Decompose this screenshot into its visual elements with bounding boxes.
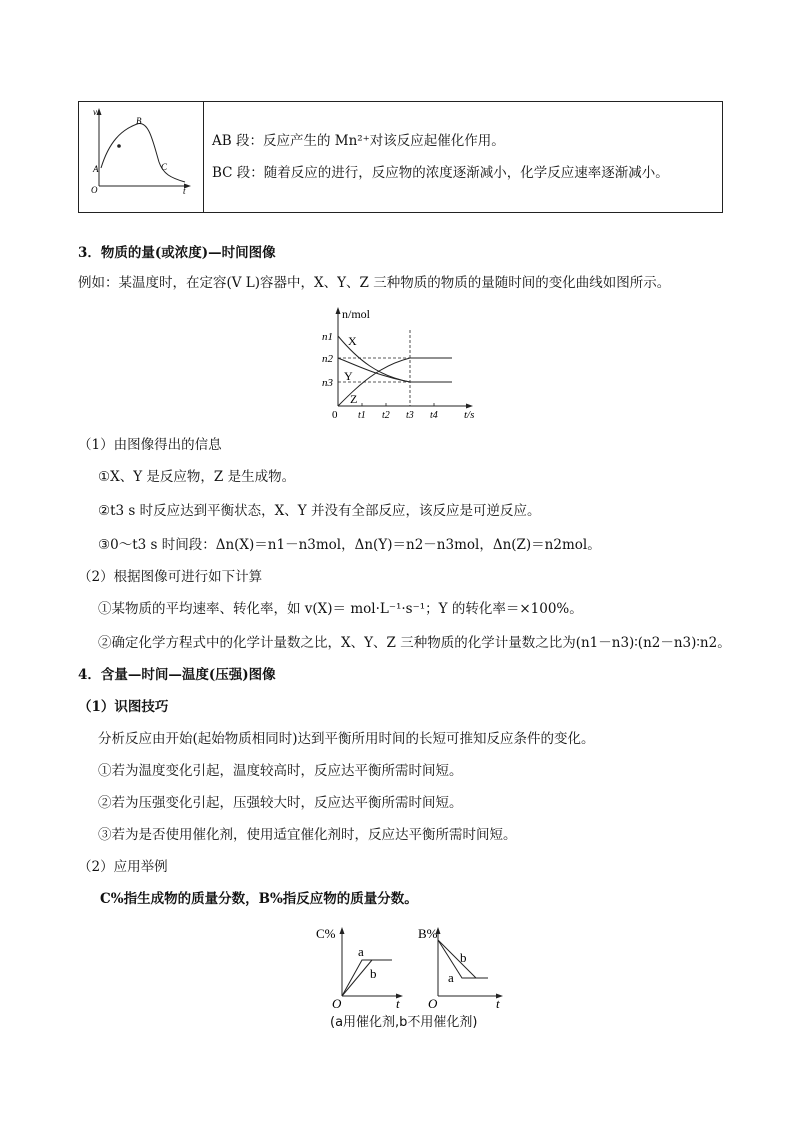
curve-z-label: Z [350,392,358,406]
c-origin: O [332,996,342,1010]
c-curve-b: b [370,966,377,981]
s3-sub1-item-3: ③0～t3 s 时间段：Δn(X)＝n1－n3mol，Δn(Y)＝n2－n3mol，Δn(Z)＝n2mol。 [98,537,601,553]
bc-segment-text: BC 段：随着反应的进行，反应物的浓度逐渐减小，化学反应速率逐渐减小。 [212,165,669,181]
c-y-label: C% [316,926,336,941]
c-curve-a: a [358,944,364,959]
point-b-label: B [136,116,142,126]
s3-sub1-item-2: ②t3 s 时反应达到平衡状态，X、Y 并没有全部反应，该反应是可逆反应。 [98,503,541,519]
mole-time-graph [318,300,488,426]
x-axis-label: t/s [464,409,475,421]
b-y-label: B% [418,926,438,941]
s4-sub1-intro: 分析反应由开始(起始物质相同时)达到平衡所用时间的长短可推知反应条件的变化。 [98,731,595,747]
y-axis-label: n/mol [342,307,371,321]
axis-t-label: t [183,186,186,196]
s4-sub1-item-3: ③若为是否使用催化剂，使用适宜催化剂时，反应达平衡所需时间短。 [98,827,517,843]
curve-x-label: X [348,334,357,348]
y-tick-n2: n2 [322,353,333,365]
b-curve-b: b [460,950,467,965]
x-tick-t3: t3 [406,410,414,421]
section3-heading: 3．物质的量(或浓度)—时间图像 [78,245,276,261]
ab-segment-text: AB 段：反应产生的 Mn²⁺对该反应起催化作用。 [212,133,505,149]
origin-zero: 0 [332,409,338,421]
y-tick-n3: n3 [322,377,333,389]
s3-sub2-item-1: ①某物质的平均速率、转化率，如 v(X)＝ mol·L⁻¹·s⁻¹；Y 的转化率＝×100%。 [98,601,583,617]
point-a-label: A [93,164,99,174]
s4-sub2-title: （2）应用举例 [78,859,168,875]
s3-sub1-item-1: ①X、Y 是反应物，Z 是生成物。 [98,469,296,485]
origin-label: O [91,185,98,195]
graph-caption: (a用催化剂,b不用催化剂) [330,1015,478,1030]
c-x-label: t [396,996,400,1010]
b-percent-graph [412,922,506,1010]
x-tick-t4: t4 [430,410,438,421]
rate-graph-cell [79,102,204,213]
s3-sub1-title: （1）由图像得出的信息 [78,437,222,453]
section3-example: 例如：某温度时，在定容(V L)容器中，X、Y、Z 三种物质的物质的量随时间的变化曲线如图所示。 [78,275,671,291]
rate-text-cell [204,102,723,213]
y-tick-n1: n1 [322,331,333,343]
x-tick-t2: t2 [382,410,390,421]
curve-y-label: Y [344,369,353,383]
s4-sub1-item-2: ②若为压强变化引起，压强较大时，反应达平衡所需时间短。 [98,795,463,811]
section4-heading: 4．含量—时间—温度(压强)图像 [78,667,276,683]
s4-sub1-item-1: ①若为温度变化引起，温度较高时，反应达平衡所需时间短。 [98,763,463,779]
c-percent-graph [314,922,404,1010]
x-tick-t1: t1 [358,410,366,421]
point-c-label: C [161,162,168,172]
s3-sub2-item-2: ②确定化学方程式中的化学计量数之比，X、Y、Z 三种物质的化学计量数之比为(n1－n3)∶(n2－n3)∶n2。 [98,635,731,651]
b-curve-a: a [448,970,454,985]
rate-table [78,101,723,213]
axis-v-label: v [93,107,97,117]
s3-sub2-title: （2）根据图像可进行如下计算 [78,569,263,585]
b-origin: O [428,996,438,1010]
s4-sub1-title: （1）识图技巧 [78,699,169,715]
s4-bold-note: C%指生成物的质量分数，B%指反应物的质量分数。 [100,891,418,907]
rate-time-graph [79,102,201,208]
b-x-label: t [496,996,500,1010]
